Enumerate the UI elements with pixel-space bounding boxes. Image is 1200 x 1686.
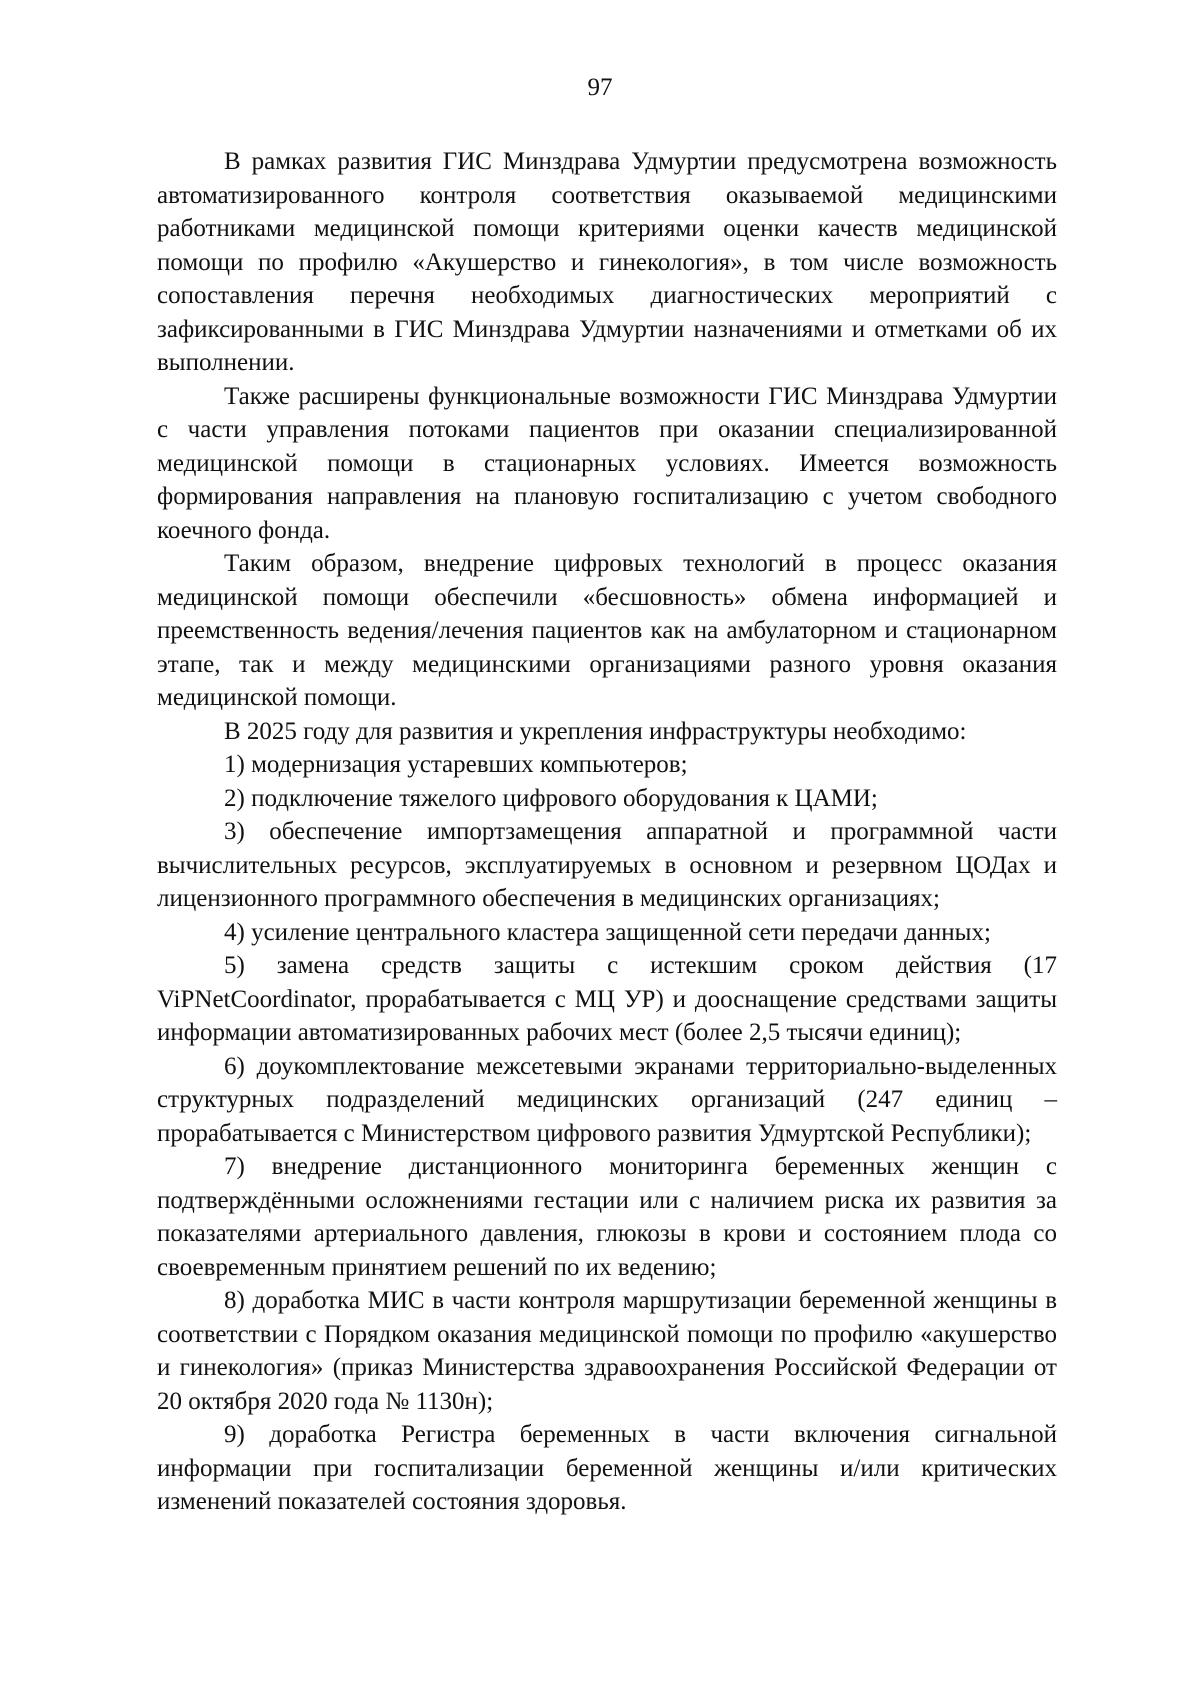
- list-item-2: 2) подключение тяжелого цифрового оборудования к ЦАМИ;: [224, 784, 878, 812]
- page-number: 97: [587, 74, 613, 101]
- paragraph-gis-quality-control: В рамках развития ГИС Минздрава Удмуртии предусмотрена возможность автоматизированного контроля соответствия оказываемой медицинскими работниками медицинской помощи критериями оценки качеств медицинской помощи по профилю «Акушерство и гинекология», в том числе возможность сопоставления перечня необходимых диагностических мероприятий с зафиксированными в ГИС Минздрава Удмуртии назначениями и отметками об их выполнении.: [157, 148, 1057, 376]
- list-item-7: 7) внедрение дистанционного мониторинга беременных женщин с подтверждёнными осложнениями гестации или с наличием риска их развития за показателями артериального давления, глюкозы в крови и состоянием плода со своевременным принятием решений по их ведению;: [157, 1153, 1057, 1281]
- list-item-1: 1) модернизация устаревших компьютеров;: [224, 751, 688, 778]
- paragraph-digital-technologies: Таким образом, внедрение цифровых технологий в процесс оказания медицинской помощи обеспечили «бесшовность» обмена информацией и преемственность ведения/лечения пациентов как на амбулаторном и стационарном этапе, так и между медицинскими организациями разного уровня оказания медицинской помощи.: [157, 550, 1057, 711]
- list-item-9: 9) доработка Регистра беременных в части включения сигнальной информации при госпитализации беременной женщины и/или критических изменений показателей состояния здоровья.: [157, 1421, 1057, 1515]
- paragraph-patient-flow: Также расширены функциональные возможности ГИС Минздрава Удмуртии с части управления потоками пациентов при оказании специализированной медицинской помощи в стационарных условиях. Имеется возможность формирования направления на плановую госпитализацию с учетом свободного коечного фонда.: [157, 382, 1057, 544]
- document-body: [157, 145, 1057, 1519]
- paragraph-2025-needs-intro: В 2025 году для развития и укрепления инфраструктуры необходимо:: [224, 717, 967, 745]
- list-item-6: 6) доукомплектование межсетевыми экранами территориально-выделенных структурных подразделений медицинских организаций (247 единиц – прорабатывается с Министерством цифрового развития Удмуртской Республики);: [157, 1052, 1057, 1147]
- list-item-3: 3) обеспечение импортзамещения аппаратной и программной части вычислительных ресурсов, эксплуатируемых в основном и резервном ЦОДах и лицензионного программного обеспечения в медицинских организациях;: [157, 818, 1057, 912]
- list-item-4: 4) усиление центрального кластера защищенной сети передачи данных;: [224, 918, 991, 946]
- list-item-8: 8) доработка МИС в части контроля маршрутизации беременной женщины в соответствии с Порядком оказания медицинской помощи по профилю «акушерство и гинекология» (приказ Министерства здравоохранения Российской Федерации от 20 октября 2020 года № 1130н);: [157, 1287, 1057, 1415]
- list-item-5: 5) замена средств защиты с истекшим сроком действия (17 ViPNetCoordinator, прорабатывается с МЦ УР) и дооснащение средствами защиты информации автоматизированных рабочих мест (более 2,5 тысячи единиц);: [157, 952, 1057, 1046]
